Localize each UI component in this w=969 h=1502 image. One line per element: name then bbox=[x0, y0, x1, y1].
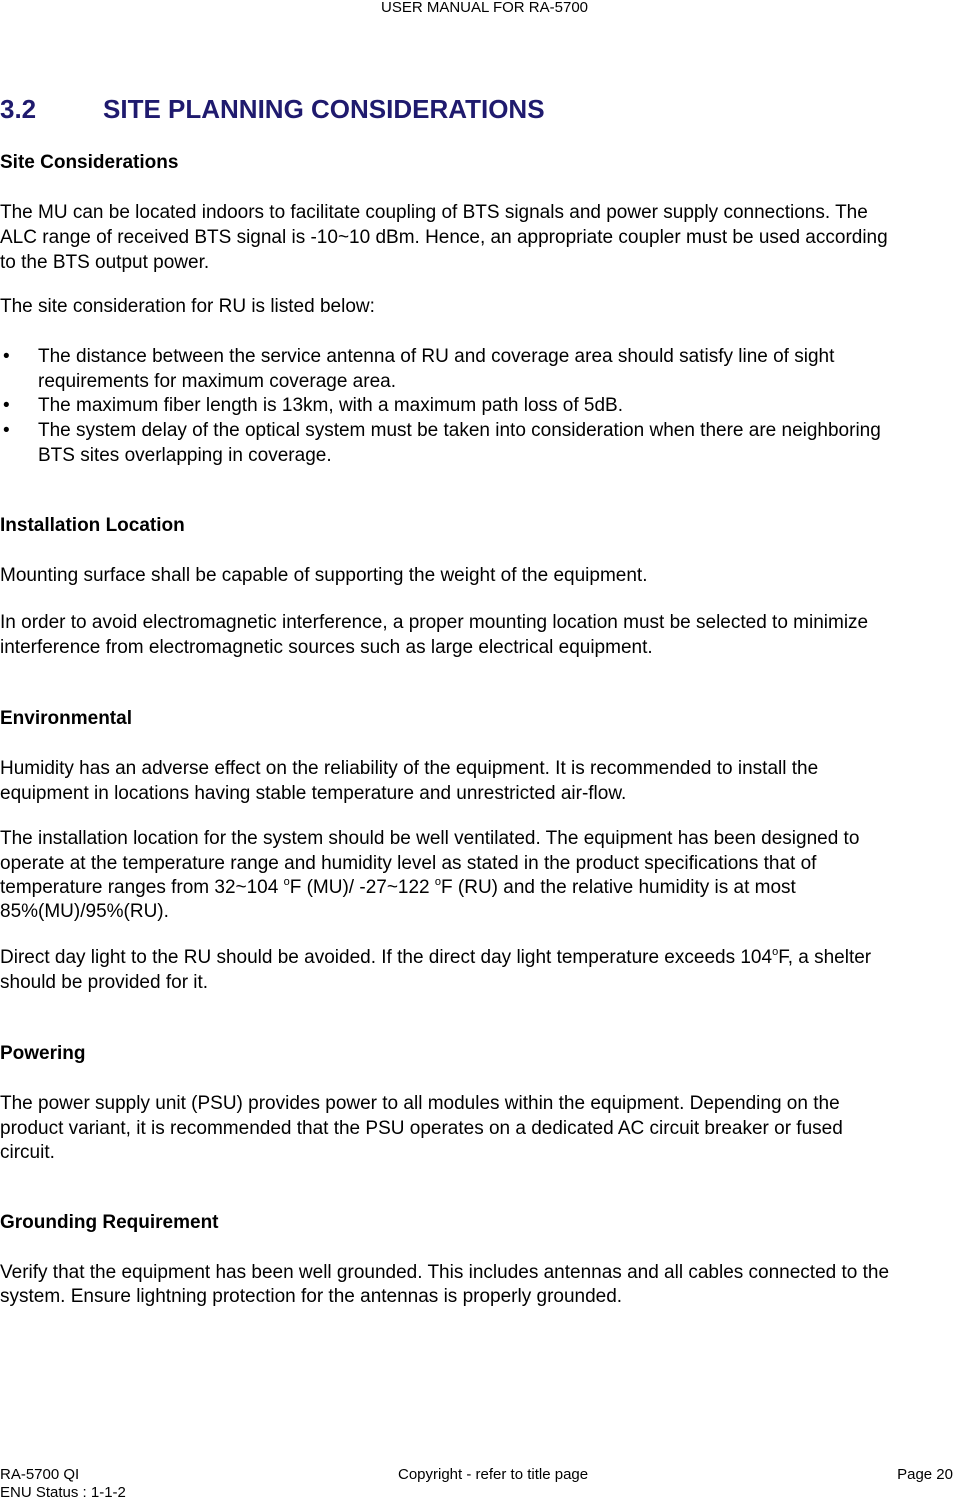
footer-copyright: Copyright - refer to title page bbox=[398, 1466, 589, 1483]
site-paragraph-line: to the BTS output power. bbox=[0, 252, 210, 273]
grounding-paragraph-line: Verify that the equipment has been well grounded. This includes antennas and all cables connected to the bbox=[0, 1262, 890, 1283]
powering-paragraph-line: The power supply unit (PSU) provides power to all modules within the equipment. Depending on the bbox=[0, 1093, 840, 1114]
powering-paragraph-line: product variant, it is recommended that the PSU operates on a dedicated AC circuit breaker or fused bbox=[0, 1118, 843, 1139]
installation-paragraph: Mounting surface shall be capable of supporting the weight of the equipment. bbox=[0, 565, 648, 586]
site-paragraph-line: ALC range of received BTS signal is -10~10 dBm. Hence, an appropriate coupler must be used according bbox=[0, 227, 888, 248]
footer-status: ENU Status : 1-1-2 bbox=[0, 1484, 126, 1501]
bullet-item-line: requirements for maximum coverage area. bbox=[38, 371, 396, 392]
powering-paragraph-line: circuit. bbox=[0, 1142, 55, 1163]
bullet-icon: • bbox=[3, 346, 10, 367]
footer-page-number: Page 20 bbox=[897, 1466, 953, 1483]
bullet-item-line: BTS sites overlapping in coverage. bbox=[38, 445, 332, 466]
section-number: 3.2 bbox=[0, 94, 37, 124]
site-considerations-heading: Site Considerations bbox=[0, 152, 179, 173]
page-header-title: USER MANUAL FOR RA-5700 bbox=[381, 0, 588, 16]
bullet-item-line: The maximum fiber length is 13km, with a maximum path loss of 5dB. bbox=[38, 395, 624, 416]
environmental-paragraph-line: operate at the temperature range and humidity level as stated in the product specifications that of bbox=[0, 853, 817, 874]
bullet-item-line: The system delay of the optical system must be taken into consideration when there are neighboring bbox=[38, 420, 881, 441]
bullet-icon: • bbox=[3, 395, 10, 416]
installation-paragraph-line: In order to avoid electromagnetic interference, a proper mounting location must be selected to minimize bbox=[0, 612, 869, 633]
degree-symbol: o bbox=[772, 946, 779, 958]
site-ru-intro: The site consideration for RU is listed below: bbox=[0, 296, 375, 317]
environmental-paragraph-line: The installation location for the system should be well ventilated. The equipment has been designed to bbox=[0, 828, 860, 849]
installation-paragraph-line: interference from electromagnetic sources such as large electrical equipment. bbox=[0, 637, 653, 658]
environmental-paragraph-line: Humidity has an adverse effect on the reliability of the equipment. It is recommended to install the bbox=[0, 758, 819, 779]
powering-heading: Powering bbox=[0, 1043, 86, 1064]
footer-doc-id: RA-5700 QI bbox=[0, 1466, 80, 1483]
degree-symbol: o bbox=[434, 876, 442, 888]
section-title: SITE PLANNING CONSIDERATIONS bbox=[103, 94, 545, 124]
grounding-requirement-heading: Grounding Requirement bbox=[0, 1212, 219, 1233]
environmental-temperature-line: temperature ranges from 32~104 $^o$F (MU)/ -27~122 $^o$F (RU) and the relative humidity is at most bbox=[0, 876, 796, 898]
environmental-heading: Environmental bbox=[0, 708, 132, 729]
degree-symbol: o bbox=[283, 876, 290, 888]
environmental-daylight-line: Direct day light to the RU should be avoided. If the direct day light temperature exceeds 104$^o$F, a shelter bbox=[0, 946, 872, 968]
environmental-paragraph-line: 85%(MU)/95%(RU). bbox=[0, 901, 169, 922]
environmental-paragraph-line: should be provided for it. bbox=[0, 972, 209, 993]
environmental-paragraph-line: equipment in locations having stable temperature and unrestricted air-flow. bbox=[0, 783, 627, 804]
bullet-icon: • bbox=[3, 420, 10, 441]
site-paragraph-line: The MU can be located indoors to facilitate coupling of BTS signals and power supply connections. The bbox=[0, 202, 868, 223]
bullet-item-line: The distance between the service antenna of RU and coverage area should satisfy line of sight bbox=[38, 346, 835, 367]
grounding-paragraph-line: system. Ensure lightning protection for the antennas is properly grounded. bbox=[0, 1286, 623, 1307]
installation-location-heading: Installation Location bbox=[0, 515, 185, 536]
